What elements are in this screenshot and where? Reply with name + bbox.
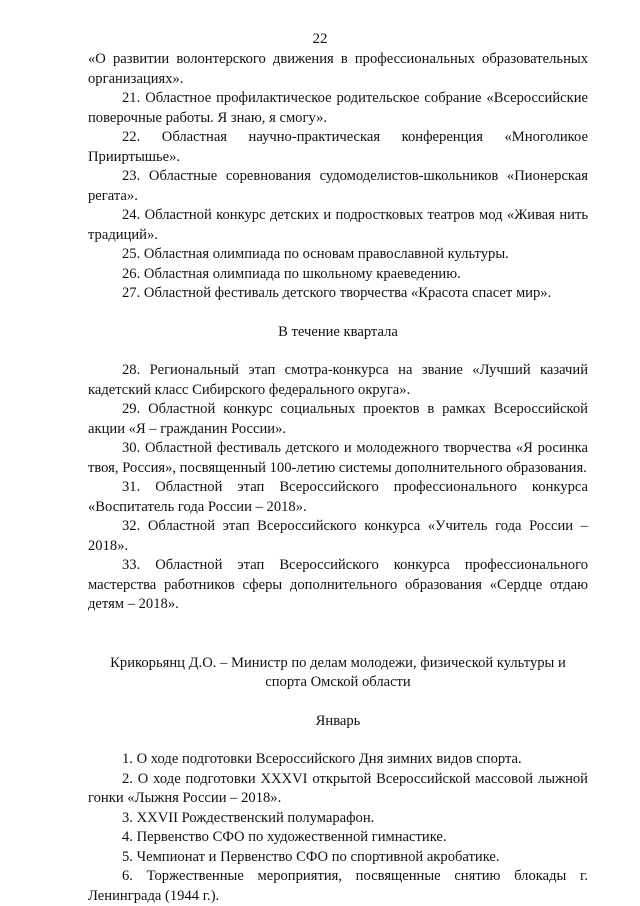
- month-heading: Январь: [315, 712, 361, 729]
- list-item: 4. Первенство СФО по художественной гимнастике.: [122, 829, 447, 845]
- list-section-2: [88, 361, 588, 615]
- section-heading-quarter: В течение квартала: [278, 323, 398, 340]
- list-section-1: [88, 89, 588, 304]
- list-item: 25. Областная олимпиада по основам православной культуры.: [122, 246, 509, 262]
- list-item: 21. Областное профилактическое родительское собрание «Всероссийские поверочные работы. Я знаю, я смогу».: [88, 90, 588, 126]
- list-item: 22. Областная научно-практическая конференция «Многоликое Прииртышье».: [88, 129, 588, 165]
- minister-line: спорта Омской области: [265, 674, 411, 690]
- paragraph-continuation: «О развитии волонтерского движения в профессиональных образовательных организациях».: [88, 51, 588, 87]
- page-number: 22: [312, 31, 328, 47]
- list-item: 26. Областная олимпиада по школьному краеведению.: [122, 265, 461, 282]
- list-item: 3. XXVII Рождественский полумарафон.: [122, 809, 375, 826]
- list-item: 33. Областной этап Всероссийского конкурса профессионального мастерства работников сферы дополнительного образования «Сердце отдаю детям – 2018».: [88, 557, 588, 612]
- list-item: 32. Областной этап Всероссийского конкурса «Учитель года России – 2018».: [88, 518, 588, 554]
- list-item: 5. Чемпионат и Первенство СФО по спортивной акробатике.: [122, 848, 500, 865]
- document-body: [88, 50, 588, 906]
- list-item: 24. Областной конкурс детских и подростковых театров мод «Живая нить традиций».: [88, 207, 589, 243]
- list-item: 30. Областной фестиваль детского и молодежного творчества «Я росинка твоя, Россия», посвященный 100-летию системы дополнительного образования.: [88, 440, 588, 476]
- minister-line: Крикорьянц Д.О. – Министр по делам молодежи, физической культуры и: [110, 654, 566, 671]
- section-continuation: [88, 50, 588, 89]
- list-item: 31. Областной этап Всероссийского профессионального конкурса «Воспитатель года России – 2018».: [88, 479, 588, 515]
- list-item: 1. О ходе подготовки Всероссийского Дня зимних видов спорта.: [122, 751, 522, 767]
- list-item: 6. Торжественные мероприятия, посвященные снятию блокады г. Ленинграда (1944 г.).: [88, 868, 588, 904]
- list-item: 23. Областные соревнования судомоделистов-школьников «Пионерская регата».: [88, 168, 588, 204]
- list-item: 29. Областной конкурс социальных проектов в рамках Всероссийской акции «Я – гражданин России».: [88, 401, 588, 437]
- list-section-3: [88, 750, 588, 906]
- list-item: 2. О ходе подготовки XXXVI открытой Всероссийской массовой лыжной гонки «Лыжня России – 2018».: [88, 770, 588, 806]
- list-item: 27. Областной фестиваль детского творчества «Красота спасет мир».: [122, 285, 552, 301]
- list-item: 28. Региональный этап смотра-конкурса на звание «Лучший казачий кадетский класс Сибирского федерального округа».: [88, 362, 589, 398]
- minister-heading: [88, 654, 588, 693]
